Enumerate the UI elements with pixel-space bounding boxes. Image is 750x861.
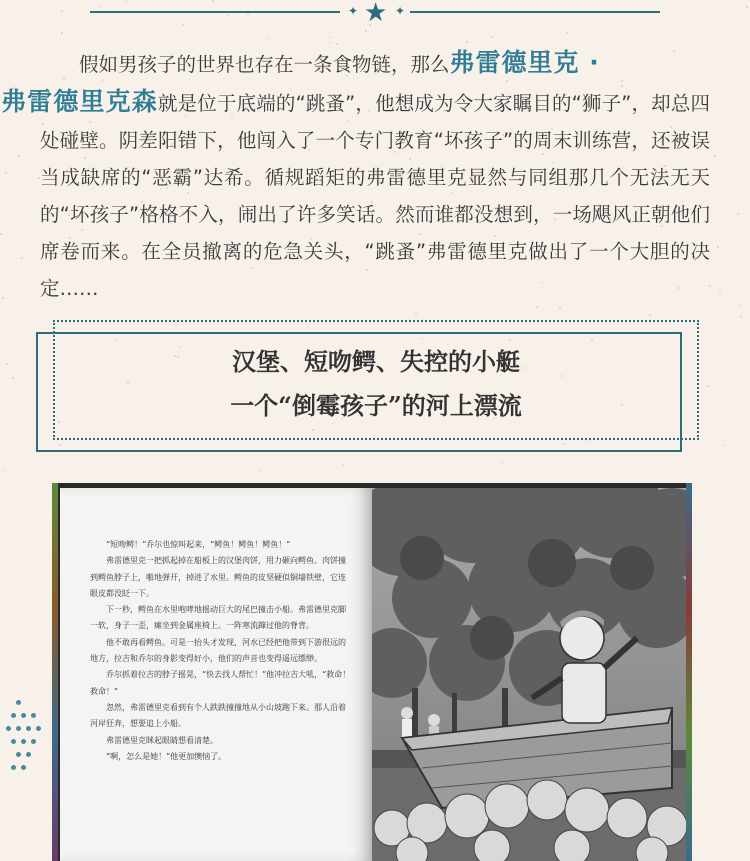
protagonist-name: 弗雷德里克 · 弗雷德里克森 bbox=[1, 48, 600, 116]
speckle-dot bbox=[717, 246, 719, 248]
speckle-dot bbox=[722, 383, 724, 385]
book-paragraph: 忽然，弗雷德里克看到有个人跌跌撞撞地从小山坡跑下来。那人沿着河岸狂奔，想要追上小船。 bbox=[90, 702, 346, 729]
book-cover-edge-left bbox=[52, 483, 58, 861]
book-paragraph: 弗雷德里克一把抓起掉在船板上的汉堡肉饼，用力砸向鳄鱼。肉饼撞到鳄鱼脖子上，啪地弹开，掉进了水里。鳄鱼的皮坚硬似铜墙铁壁，它连眼皮都没眨一下。 bbox=[90, 556, 346, 598]
decor-line-left bbox=[90, 11, 340, 13]
headline-box bbox=[53, 340, 699, 428]
intro-text-before: 假如男孩子的世界也存在一条食物链，那么 bbox=[79, 53, 450, 76]
speckle-dot bbox=[21, 257, 23, 259]
speckle-dot bbox=[12, 377, 14, 379]
speckle-dot bbox=[501, 461, 503, 463]
headline-line-1: 汉堡、短吻鳄、失控的小艇 bbox=[232, 347, 520, 376]
speckle-dot bbox=[566, 32, 568, 34]
book-paragraph: 乔尔抓着拉吉的脖子摇晃，“快去找人帮忙！”他冲拉吉大吼，“救命！救命！” bbox=[90, 670, 351, 696]
speckle-dot bbox=[61, 32, 63, 34]
book-paragraph: 弗雷德里克眯起眼睛想看清楚。 bbox=[106, 735, 218, 745]
book-page-text bbox=[90, 537, 352, 765]
speckle-dot bbox=[724, 444, 726, 446]
speckle-dot bbox=[559, 307, 561, 309]
speckle-dot bbox=[2, 297, 4, 299]
headline-line-2: 一个“倒霉孩子”的河上漂流 bbox=[230, 391, 522, 420]
book-paragraph: “短吻鳄！”乔尔也惊叫起来，“鳄鱼！鳄鱼！鳄鱼！” bbox=[106, 540, 291, 549]
pattern-dot bbox=[31, 713, 36, 718]
speckle-dot bbox=[744, 407, 746, 409]
intro-paragraph bbox=[1, 44, 710, 307]
pattern-dot bbox=[36, 726, 41, 731]
small-star-icon: ✦ bbox=[348, 4, 359, 18]
speckle-dot bbox=[329, 36, 331, 38]
pattern-dot bbox=[16, 726, 21, 731]
book-paragraph: 他不敢再看鳄鱼。可是一抬头才发现，河水已经把他带到下游很远的地方，拉吉和乔尔的身影变得好小，他们的声音也变得遥远缥缈。 bbox=[90, 637, 346, 664]
speckle-dot bbox=[740, 304, 742, 306]
speckle-dot bbox=[663, 455, 665, 457]
speckle-dot bbox=[2, 469, 4, 471]
pattern-dot bbox=[21, 739, 26, 744]
book-paragraph: “啊，怎么是她！”他更加懊恼了。 bbox=[106, 751, 227, 761]
speckle-dot bbox=[737, 213, 739, 215]
speckle-dot bbox=[18, 155, 20, 157]
speckle-dot bbox=[707, 385, 709, 387]
pattern-dot bbox=[26, 726, 31, 731]
speckle-dot bbox=[415, 313, 417, 315]
speckle-dot bbox=[5, 172, 7, 174]
speckle-dot bbox=[649, 314, 651, 316]
speckle-dot bbox=[6, 363, 8, 365]
speckle-dot bbox=[342, 464, 344, 466]
pattern-dot bbox=[21, 765, 26, 770]
dot-pattern-decoration bbox=[0, 700, 50, 790]
intro-text-after: 就是位于底端的“跳蚤”，他想成为令大家瞩目的“狮子”，却总四处碰壁。阴差阳错下，他闯入了一个专门教育“坏孩子”的周末训练营，还被误当成缺席的“恶霸”达希。循规蹈矩的弗雷德里克显然与同组那几个无法无天的“坏孩子”格格不入，闹出了许多笑话。然而谁都没想到，一场飓风正朝他们席卷而来。在全员撤离的危急关头，“跳蚤”弗雷德里克做出了一个大胆的决定…… bbox=[40, 92, 710, 300]
speckle-dot bbox=[365, 30, 367, 32]
book-paragraph: 下一秒，鳄鱼在水里咆哮地摇动巨大的尾巴撞击小船。弗雷德里克脚一软，身子一歪，瘫坐到金属座椅上。一阵寒流蹿过他的脊背。 bbox=[90, 605, 346, 631]
pattern-dot bbox=[31, 739, 36, 744]
speckle-dot bbox=[714, 155, 716, 157]
pattern-dot bbox=[16, 700, 21, 705]
star-icon: ★ bbox=[364, 0, 388, 28]
pattern-dot bbox=[6, 726, 11, 731]
pattern-dot bbox=[11, 739, 16, 744]
book-cover-edge-right bbox=[686, 483, 692, 861]
pattern-dot bbox=[16, 752, 21, 757]
pattern-dot bbox=[21, 713, 26, 718]
top-decoration bbox=[0, 0, 750, 26]
pattern-dot bbox=[11, 765, 16, 770]
speckle-dot bbox=[268, 37, 270, 39]
speckle-dot bbox=[466, 41, 468, 43]
decor-line-right bbox=[410, 11, 660, 13]
speckle-dot bbox=[259, 469, 261, 471]
pattern-dot bbox=[11, 713, 16, 718]
book-right-page-illustration bbox=[372, 488, 686, 861]
speckle-dot bbox=[0, 233, 2, 235]
speckle-dot bbox=[740, 316, 742, 318]
speckle-dot bbox=[719, 292, 721, 294]
pattern-dot bbox=[26, 752, 31, 757]
speckle-dot bbox=[491, 36, 493, 38]
river-boat-illustration bbox=[372, 488, 686, 861]
small-star-icon: ✦ bbox=[395, 4, 406, 18]
